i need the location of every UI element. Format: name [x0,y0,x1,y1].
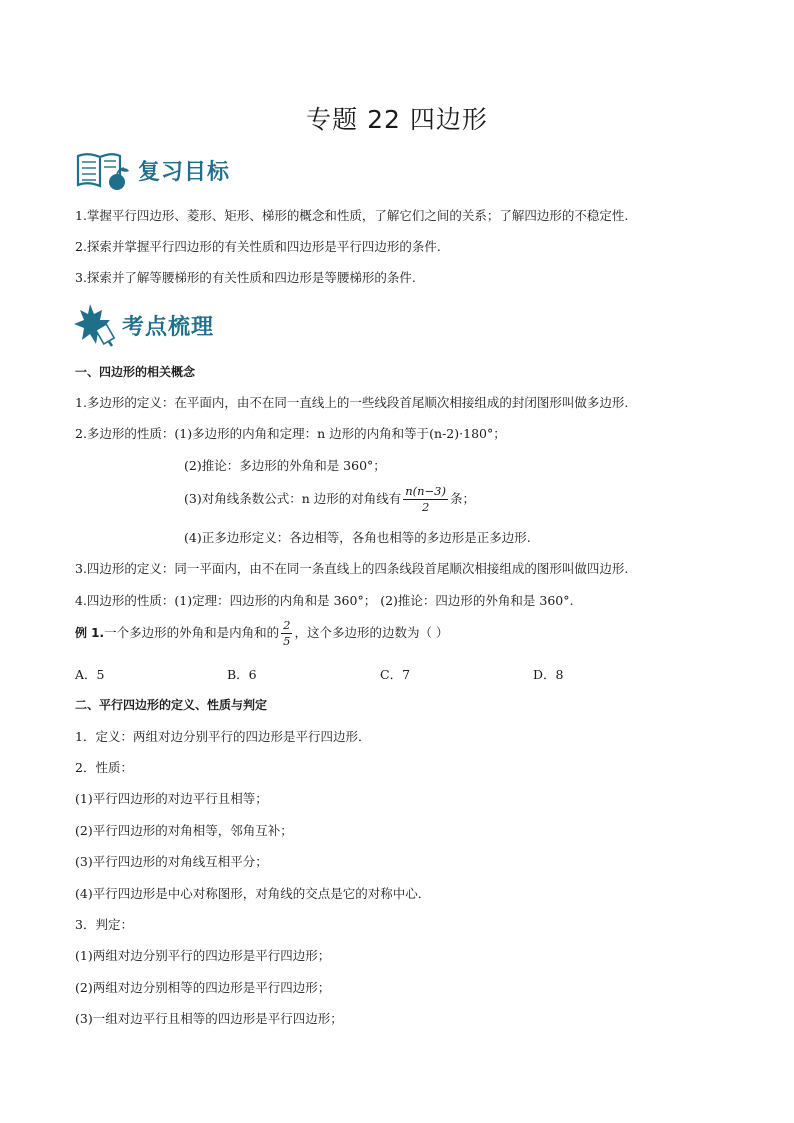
sec2-line: (4)平行四边形是中心对称图形，对角线的交点是它的对称中心． [75,886,431,901]
book-icon [74,148,134,192]
goal-1: 1.掌握平行四边形、菱形、矩形、梯形的概念和性质，了解它们之间的关系；了解四边形的不稳定性. [75,208,629,223]
example-label: 例 1. [75,626,105,640]
sec1-line-3: (2)推论：多边形的外角和是 360°； [184,458,386,473]
sec2-line: (3)平行四边形的对角线互相平分； [75,854,268,869]
sec2-line: 3．判定： [75,917,133,932]
sec2-title: 二、平行四边形的定义、性质与判定 [75,698,268,712]
goal-2: 2.探索并掌握平行四边形的有关性质和四边形是平行四边形的条件. [75,239,441,254]
sec2-line: (3)一组对边平行且相等的四边形是平行四边形； [75,1011,343,1026]
sec2-line: (2)两组对边分别相等的四边形是平行四边形； [75,980,331,995]
sec2-line: (1)平行四边形的对边平行且相等； [75,791,268,806]
example-fraction [281,618,292,649]
sec1-line-1: 1.多边形的定义：在平面内，由不在同一直线上的一些线段首尾顺次相接组成的封闭图形叫做多边形. [75,395,629,410]
sec1-line-7: 4.四边形的性质：(1)定理：四边形的内角和是 360°； (2)推论：四边形的外角和是 360°. [75,593,574,608]
example-1 [75,616,448,650]
option-d: D．8 [533,667,564,682]
sec1-line-5: (4)正多边形定义：各边相等，各角也相等的多边形是正多边形. [184,530,531,545]
example-fraction-numerator: 2 [283,618,291,632]
sec2-line: (1)两组对边分别平行的四边形是平行四边形； [75,948,331,963]
sec1-line-2: 2.多边形的性质：(1)多边形的内角和定理：n 边形的内角和等于(n-2)·180°； [75,426,506,441]
sec1-line-6: 3.四边形的定义：同一平面内，由不在同一条直线上的四条线段首尾顺次相接组成的图形叫做四边形. [75,561,629,576]
option-b: B．6 [227,667,257,682]
example-fraction-denominator: 5 [283,634,291,648]
fraction-denominator: 2 [421,500,430,514]
option-a: A．5 [75,667,105,682]
diagonal-formula-suffix: 条； [449,491,475,506]
goals-heading [74,146,230,194]
page-title: 专题 22 四边形 [306,105,488,134]
sec2-line: 2．性质： [75,760,133,775]
fraction-numerator: n(n−3) [405,484,446,498]
sec1-title: 一、四边形的相关概念 [75,365,196,379]
goal-3: 3.探索并了解等腰梯形的有关性质和四边形是等腰梯形的条件. [75,270,416,285]
points-heading [72,300,214,350]
goals-heading-label: 复习目标 [138,159,231,185]
option-c: C．7 [380,667,411,682]
sec2-line: (2)平行四边形的对角相等，邻角互补； [75,823,293,838]
points-heading-label: 考点梳理 [122,314,215,340]
diagonal-formula-fraction [403,484,448,515]
maple-leaf-icon [72,300,118,350]
example-text-b: ，这个多边形的边数为（ ） [294,625,449,640]
diagonal-formula-text: (3)对角线条数公式：n 边形的对角线有 [184,491,402,506]
example-text-a: 一个多边形的外角和是内角和的 [104,625,280,640]
sec1-line-4 [184,482,475,516]
sec2-line: 1．定义：两组对边分别平行的四边形是平行四边形． [75,729,371,744]
